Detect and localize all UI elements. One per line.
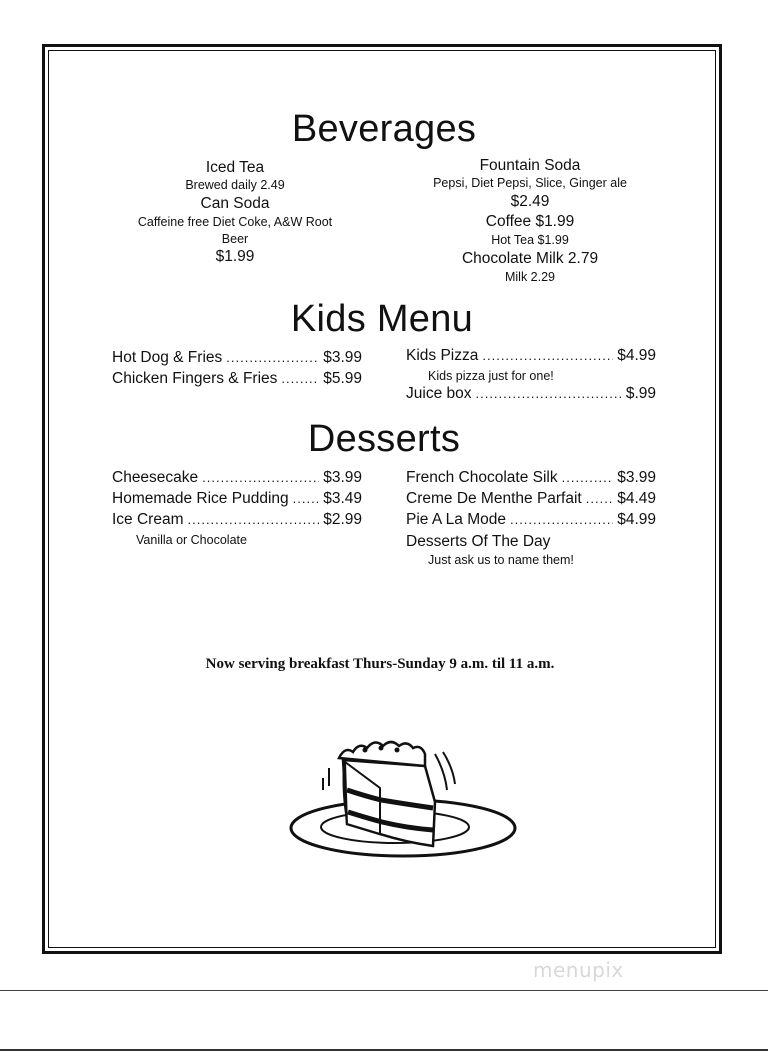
iced-tea-label: Iced Tea xyxy=(205,159,265,176)
item-price: $3.99 xyxy=(323,469,362,486)
frosting-dot xyxy=(363,748,368,753)
item-name: Ice Cream xyxy=(112,511,184,528)
desserts-heading: Desserts xyxy=(307,418,461,460)
hot-tea-item: Hot Tea $1.99 xyxy=(491,233,569,247)
fountain-soda-label: Fountain Soda xyxy=(479,157,581,174)
beverages-right-column xyxy=(380,156,680,286)
frosting-dot xyxy=(395,748,400,753)
leader-dots xyxy=(281,371,319,386)
item-price: $5.99 xyxy=(323,370,362,387)
kids-menu-heading: Kids Menu xyxy=(290,298,474,340)
item-name: Creme De Menthe Parfait xyxy=(406,490,582,507)
item-name: Juice box xyxy=(406,385,472,402)
menu-item xyxy=(112,370,362,391)
cake-slice-illustration xyxy=(285,728,525,863)
menu-item xyxy=(406,490,656,511)
desserts-of-the-day: Desserts Of The Day xyxy=(406,533,551,550)
menu-item xyxy=(406,511,656,532)
item-price: $4.99 xyxy=(617,347,656,364)
leader-dots xyxy=(482,348,613,363)
menu-item xyxy=(112,469,362,490)
watermark: menupix xyxy=(533,958,624,982)
fountain-soda-price: $2.49 xyxy=(510,193,550,210)
item-price: $3.49 xyxy=(323,490,362,507)
item-price: $.99 xyxy=(625,385,656,402)
item-name: French Chocolate Silk xyxy=(406,469,558,486)
iced-tea-note: Brewed daily 2.49 xyxy=(185,178,285,192)
leader-dots xyxy=(293,491,320,506)
leader-dots xyxy=(202,470,319,485)
leader-dots xyxy=(586,491,613,506)
can-soda-note: Caffeine free Diet Coke, A&W Root xyxy=(137,215,333,229)
menu-item xyxy=(112,511,362,532)
motion-line xyxy=(435,754,447,790)
beverages-heading: Beverages xyxy=(291,108,477,150)
scan-edge-line xyxy=(0,990,768,991)
kids-pizza-note: Kids pizza just for one! xyxy=(428,369,554,383)
item-price: $4.49 xyxy=(617,490,656,507)
can-soda-price: $1.99 xyxy=(215,248,255,265)
leader-dots xyxy=(510,512,613,527)
fountain-soda-note: Pepsi, Diet Pepsi, Slice, Ginger ale xyxy=(433,176,627,190)
menu-item xyxy=(406,347,656,368)
coffee-item: Coffee $1.99 xyxy=(485,213,575,230)
item-name: Cheesecake xyxy=(112,469,199,486)
menu-item xyxy=(406,385,656,407)
item-price: $4.99 xyxy=(617,511,656,528)
scan-edge-bottom xyxy=(0,1049,768,1051)
leader-dots xyxy=(226,350,319,365)
desserts-left-column xyxy=(112,469,362,548)
item-price: $3.99 xyxy=(617,469,656,486)
item-price: $3.99 xyxy=(323,349,362,366)
desserts-right-column xyxy=(406,469,656,568)
ice-cream-note: Vanilla or Chocolate xyxy=(136,533,247,547)
kids-menu-right-column xyxy=(406,347,656,407)
leader-dots xyxy=(188,512,320,527)
menu-item xyxy=(406,469,656,490)
item-name: Hot Dog & Fries xyxy=(112,349,223,366)
can-soda-note-cont: Beer xyxy=(221,232,249,246)
chocolate-milk-item: Chocolate Milk 2.79 xyxy=(461,250,599,267)
beverages-left-column xyxy=(90,158,380,267)
leader-dots xyxy=(475,386,621,401)
item-name: Chicken Fingers & Fries xyxy=(112,370,278,387)
can-soda-label: Can Soda xyxy=(200,195,270,212)
breakfast-notice: Now serving breakfast Thurs-Sunday 9 a.m. til 11 a.m. xyxy=(205,656,555,672)
item-name: Homemade Rice Pudding xyxy=(112,490,289,507)
leader-dots xyxy=(562,470,614,485)
item-price: $2.99 xyxy=(323,511,362,528)
item-name: Pie A La Mode xyxy=(406,511,506,528)
milk-item: Milk 2.29 xyxy=(504,270,556,284)
menu-item xyxy=(112,490,362,511)
menu-item xyxy=(112,349,362,370)
frosting-dot xyxy=(379,746,384,751)
desserts-of-the-day-note: Just ask us to name them! xyxy=(428,553,574,567)
kids-menu-left-column xyxy=(112,349,362,391)
item-name: Kids Pizza xyxy=(406,347,479,364)
